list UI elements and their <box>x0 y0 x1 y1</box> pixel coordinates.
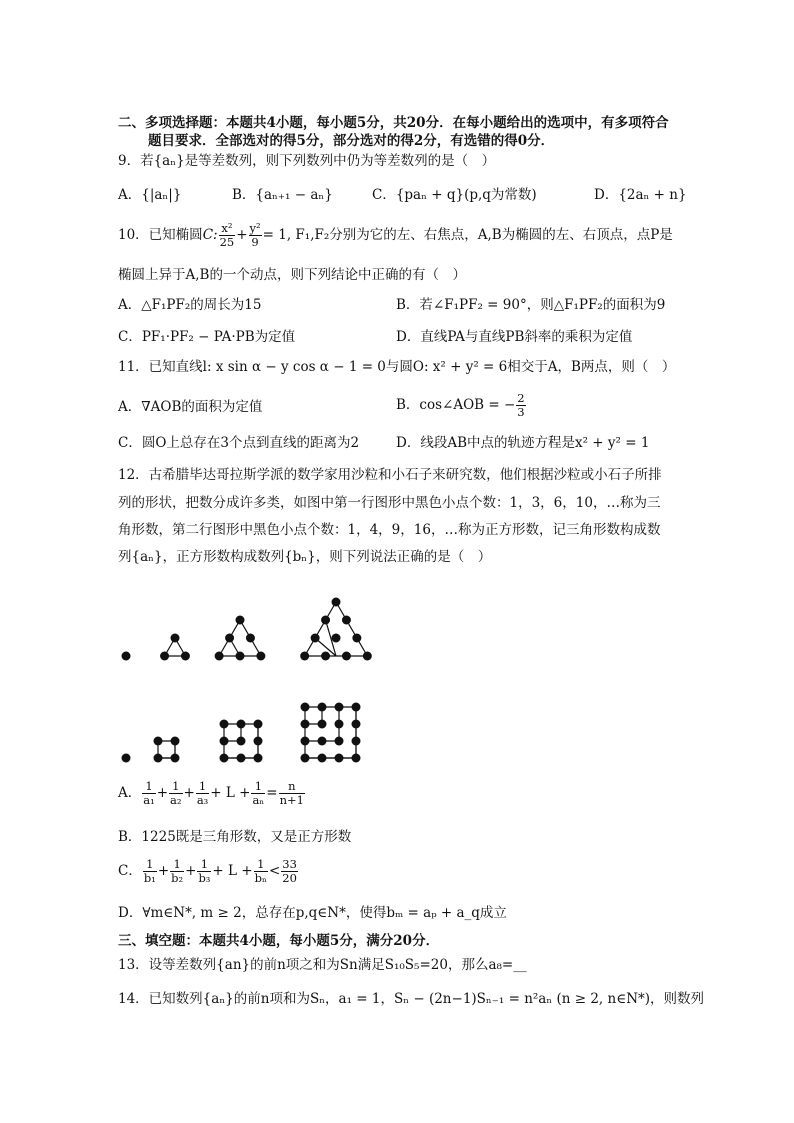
q11-b-den: 3 <box>517 405 525 419</box>
q12-c-frac-1 <box>143 858 157 885</box>
q10-ellipse-name: C: <box>202 227 218 243</box>
frac-num: 1 <box>142 780 155 794</box>
pebble-dot <box>236 616 245 625</box>
pebble-dot <box>301 720 310 729</box>
plus-ellipsis: + L + <box>212 863 253 879</box>
q10-option-a: A．△F₁PF₂的周长为15 <box>118 297 262 313</box>
question-12-line-3: 角形数，第二行图形中黑色小点个数：1，4，9，16，…称为正方形数，记三角形数构成数 <box>118 522 661 538</box>
pebble-dot <box>301 737 310 746</box>
figurate-numbers-figure <box>110 570 410 770</box>
pebble-dot <box>256 652 265 661</box>
pebble-dot <box>246 634 255 643</box>
pebble-dot <box>254 720 263 729</box>
question-14: 14．已知数列{aₙ}的前n项和为Sₙ，a₁ = 1，Sₙ − (2n−1)Sₙ₋₁ = n²aₙ (n ≥ 2, n∈N*)，则数列 <box>118 991 705 1007</box>
pebble-dot <box>171 737 180 746</box>
pebble-dot <box>335 754 344 763</box>
pebble-dot <box>220 720 229 729</box>
frac-den: a₂ <box>170 793 182 807</box>
q11-b-num: 2 <box>517 391 525 405</box>
q12-a-rhs <box>279 780 305 807</box>
pebble-dot <box>237 754 246 763</box>
connector-line <box>305 602 336 656</box>
question-10-stem-cont: 椭圆上异于A,B的一个动点，则下列结论中正确的有（ ） <box>118 267 466 283</box>
section-heading-cont: 题目要求．全部选对的得5分，部分选对的得2分，有选错的得0分． <box>148 133 555 149</box>
q12-option-c-label: C． <box>118 863 142 879</box>
frac-num: 1 <box>170 858 184 872</box>
q12-a-frac-2 <box>169 780 182 807</box>
question-13: 13．设等差数列{an}的前n项之和为Sn满足S₁₀S₅=20，那么a₈=__ <box>118 957 527 973</box>
pebble-dot <box>335 720 344 729</box>
pebble-dot <box>237 737 246 746</box>
q11-option-b-frac <box>516 392 525 419</box>
frac-den: b₁ <box>143 871 156 885</box>
pebble-dot <box>321 616 330 625</box>
pebble-dot <box>318 703 327 712</box>
pebble-dot <box>122 754 131 763</box>
frac-den: aₙ <box>252 793 265 807</box>
pebble-dot <box>171 754 180 763</box>
pebble-dot <box>342 616 351 625</box>
pebble-dot <box>321 652 330 661</box>
q10-frac-y-num: y² <box>249 221 261 235</box>
question-12-line-2: 列的形状，把数分成许多类，如图中第一行图形中黑色小点个数：1，3，6，10，…称为三 <box>118 495 661 511</box>
pebble-dot <box>335 737 344 746</box>
pebble-dot <box>352 634 361 643</box>
q12-c-frac-n <box>254 858 268 885</box>
pebble-dot <box>352 720 361 729</box>
q9-option-b: B．{aₙ₊₁ − aₙ} <box>232 187 333 203</box>
pebble-dot <box>352 703 361 712</box>
pebble-dot <box>301 754 310 763</box>
q10-option-c: C．PF₁·PF₂ − PA·PB为定值 <box>118 329 296 345</box>
pebble-dot <box>254 754 263 763</box>
q11-option-d: D．线段AB中点的轨迹方程是x² + y² = 1 <box>396 435 650 451</box>
q11-option-c: C．圆O上总存在3个点到直线的距离为2 <box>118 435 360 451</box>
pebble-dot <box>301 703 310 712</box>
pebble-dot <box>352 737 361 746</box>
pebble-dot <box>237 720 246 729</box>
q12-option-b: B．1225既是三角形数，又是正方形数 <box>118 829 352 845</box>
pebble-dot <box>154 737 163 746</box>
frac-den: a₃ <box>196 793 209 807</box>
frac-num: 1 <box>169 780 182 794</box>
q9-option-d: D．{2aₙ + n} <box>594 187 687 203</box>
pebble-dot <box>363 652 372 661</box>
frac-num: 1 <box>251 780 265 794</box>
q12-option-d: D．∀m∈N*, m ≥ 2，总存在p,q∈N*，使得bₘ = aₚ + a_q成立 <box>118 905 507 921</box>
q12-option-a-label: A． <box>118 785 142 801</box>
section-heading: 二、多项选择题：本题共4小题，每小题5分，共20分．在每小题给出的选项中，有多项符合 <box>118 115 669 131</box>
q10-frac-y <box>249 222 262 249</box>
q12-a-frac-3 <box>196 780 209 807</box>
question-12-line-4: 列{aₙ}，正方形数构成数列{bₙ}，则下列说法正确的是（ ） <box>118 549 492 565</box>
frac-num: n <box>279 780 305 794</box>
pebble-dot <box>300 652 309 661</box>
section-3-heading: 三、填空题：本题共4小题，每小题5分，满分20分． <box>118 933 440 949</box>
frac-den: 20 <box>282 871 297 885</box>
pebble-dot <box>352 754 361 763</box>
pebble-dot <box>220 737 229 746</box>
pebble-dot <box>181 652 190 661</box>
question-11-stem: 11．已知直线l: x sin α − y cos α − 1 = 0与圆O: x² + y² = 6相交于A，B两点，则（ ） <box>118 359 676 375</box>
frac-num: 33 <box>282 857 297 871</box>
pebble-dot <box>215 652 224 661</box>
pebble-dot <box>154 754 163 763</box>
q12-a-frac-n <box>251 780 265 807</box>
triangular-number-figures <box>122 598 372 661</box>
q12-c-frac-2 <box>170 858 184 885</box>
pebble-dot <box>332 598 341 607</box>
q10-option-d: D．直线PA与直线PB斜率的乘积为定值 <box>396 329 633 345</box>
q10-option-b: B．若∠F₁PF₂ = 90°，则△F₁PF₂的面积为9 <box>396 297 666 313</box>
pebble-dot <box>342 652 351 661</box>
q12-option-c: C． $\frac{1}{\text{b₁}}$ + $\frac{1}{\text{b₂}}$ + $\frac{1}{\text{b₃}}$ + L + $\frac{1}{\text{bₙ}}$ < $\frac{33}{20}$ <box>118 857 297 885</box>
frac-den: a₁ <box>143 793 155 807</box>
pebble-dot <box>225 634 234 643</box>
q9-option-c: C．{paₙ + q}(p,q为常数) <box>372 187 537 203</box>
pebble-dot <box>318 754 327 763</box>
q10-frac-x-num: x² <box>219 222 236 236</box>
q9-option-a: A．{|aₙ|} <box>118 187 182 203</box>
frac-den: b₃ <box>198 871 211 885</box>
q12-c-frac-3 <box>197 858 211 885</box>
q12-option-a: A． $\frac{1}{\text{a₁}}$ + $\frac{1}{\text{a₂}}$ + $\frac{1}{\text{a₃}}$ + L + $\frac{1}{\text{aₙ}}$ = $\frac{n}{n+1}$ <box>118 779 304 807</box>
pebble-dot <box>332 634 341 643</box>
frac-num: 1 <box>143 858 157 872</box>
pebble-dot <box>318 720 327 729</box>
q12-a-frac-1 <box>142 780 155 807</box>
pebble-dot <box>160 652 169 661</box>
frac-num: 1 <box>197 858 211 872</box>
frac-num: 1 <box>196 780 209 794</box>
pebble-dot <box>220 754 229 763</box>
pebble-dot <box>318 737 327 746</box>
connector-line <box>336 602 367 656</box>
pebble-dot <box>254 737 263 746</box>
q10-frac-y-den: 9 <box>251 235 259 249</box>
question-12-line-1: 12．古希腊毕达哥拉斯学派的数学家用沙粒和小石子来研究数，他们根据沙粒或小石子所排 <box>118 467 662 483</box>
frac-num: 1 <box>254 858 268 872</box>
pebble-dot <box>171 634 180 643</box>
q10-stem-b: = 1, F₁,F₂分别为它的左、右焦点，A,B为椭圆的左、右顶点，点P是 <box>262 227 673 243</box>
q10-stem-a: 10．已知椭圆 <box>118 227 203 243</box>
q11-option-b-pre: B．cos∠AOB = − <box>396 397 516 413</box>
q11-option-a: A．∇AOB的面积为定值 <box>118 399 263 415</box>
frac-den: n+1 <box>279 793 304 807</box>
pebble-dot <box>236 652 245 661</box>
question-9-stem: 9．若{aₙ}是等差数列，则下列数列中仍为等差数列的是（ ） <box>118 153 496 169</box>
frac-den: bₙ <box>254 871 267 885</box>
pebble-dot <box>311 634 320 643</box>
pebble-dot <box>122 652 131 661</box>
q12-c-rhs <box>281 858 298 885</box>
frac-den: b₂ <box>171 871 184 885</box>
square-number-figures <box>122 703 361 763</box>
plus-ellipsis: + L + <box>210 785 251 801</box>
q10-frac-x-den: 25 <box>219 235 235 249</box>
question-10-stem: 10．已知椭圆C: $\frac{\text{x²}}{25}$ + $\frac{\text{y²}}{9}$ = 1, F₁,F₂分别为它的左、右焦点，A,B为椭圆的左、右顶点，点P是 <box>118 221 673 249</box>
q10-frac-x <box>219 222 236 249</box>
q11-option-b <box>396 392 527 419</box>
pebble-dot <box>335 703 344 712</box>
